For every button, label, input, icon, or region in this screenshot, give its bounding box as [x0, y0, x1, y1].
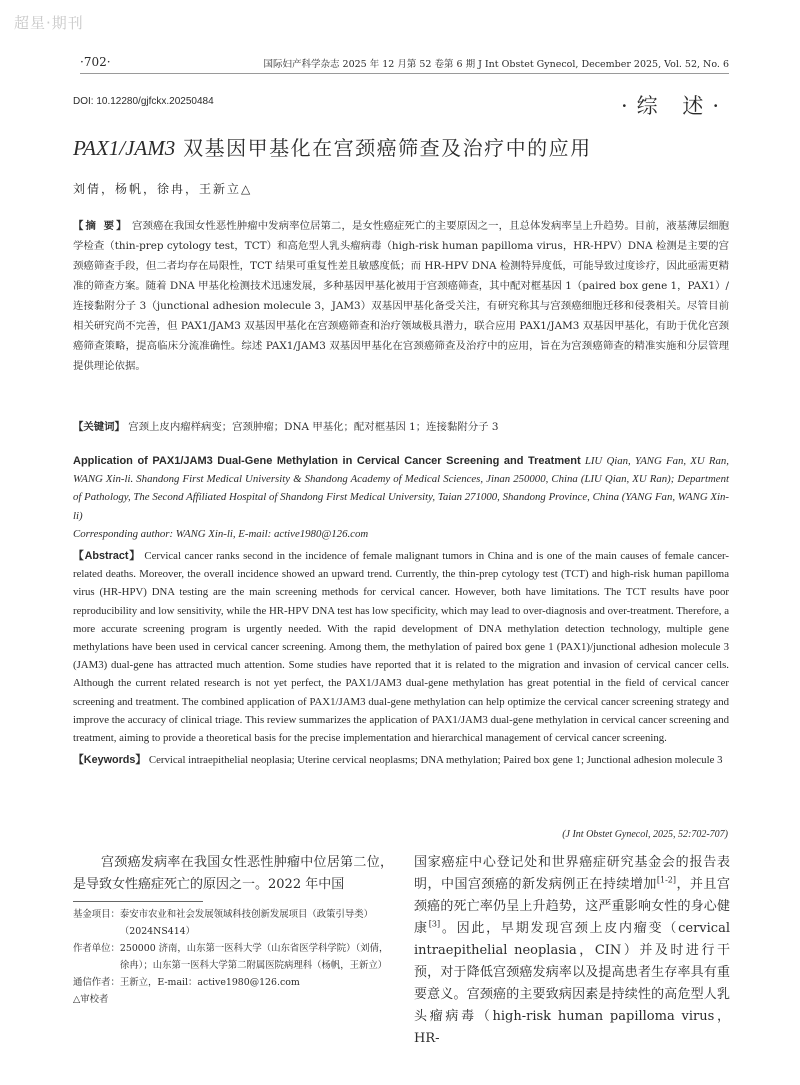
section-label: ·综 述· — [620, 94, 728, 118]
footnotes — [73, 906, 393, 1008]
abstract-en — [73, 547, 729, 747]
abstract-en-label: 【Abstract】 — [73, 550, 141, 563]
page-number: ·702· — [80, 55, 111, 69]
abstract-cn-text: 宫颈癌在我国女性恶性肿瘤中发病率位居第二，是女性癌症死亡的主要原因之一，且总体发病率呈上升趋势。目前，液基薄层细胞学检查（thin-prep cytology test，TCT）和高危型人乳头瘤病毒（high-risk human papilloma virus，HR-HPV）DNA 检测是主要的宫颈癌筛查手段，但二者均存在局限性，TCT 结果可重复性差且敏感度低；而 HR-HPV DNA 检测特异度低，可能导致过度诊疗，因此亟需更精准的筛查方案。随着 DNA 甲基化检测技术迅速发展，多种基因甲基化被用于宫颈癌筛查，其中配对框基因 1（paired box gene 1，PAX1）/连接黏附分子 3（junctional adhesion molecule 3，JAM3）双基因甲基化备受关注，有研究称其与宫颈癌细胞迁移和侵袭相关。尽管目前相关研究尚不完善，但 PAX1/JAM3 双基因甲基化在宫颈癌筛查和治疗领域极具潜力，联合应用 PAX1/JAM3 双基因甲基化，有助于优化宫颈癌筛查策略，提高临床分流准确性。综述 PAX1/JAM3 双基因甲基化在宫颈癌筛查及治疗中的应用，旨在为宫颈癌筛查的精准实施和分层管理提供理论依据。 — [73, 220, 729, 372]
footnote-affiliation-value: 250000 济南，山东第一医科大学（山东省医学科学院）（刘倩，徐冉）；山东第一医科大学第二附属医院病理科（杨帆，王新立） — [119, 943, 389, 971]
keywords-cn — [73, 417, 729, 437]
article-title-cn — [73, 132, 592, 161]
doi[interactable]: DOI: 10.12280/gjfckx.20250484 — [73, 96, 214, 107]
authors-affiliations-en: LIU Qian, YANG Fan, XU Ran, WANG Xin-li. Shandong First Medical University & Shandong Academy of Medical Sciences, Jinan 250000, China (LIU Qian, XU Ran); Department of Pathology, The Second Affiliated Hospital of Shandong First Medical University, Taian 271000, Shandong Province, China (YANG Fan, WANG Xin-li) — [73, 455, 730, 522]
abstract-cn — [73, 216, 729, 376]
keywords-en — [73, 751, 729, 769]
title-gene-name: PAX1/JAM3 — [73, 136, 176, 160]
english-heading — [73, 452, 729, 525]
body-column-right — [414, 852, 730, 1050]
keywords-en-text: Cervical intraepithelial neoplasia; Uterine cervical neoplasms; DNA methylation; Paired box gene 1; Junctional adhesion molecule 3 — [148, 754, 723, 767]
footnote-fund-value: 泰安市农业和社会发展领域科技创新发展项目（政策引导类）（2024NS414） — [119, 909, 374, 937]
reference-marker[interactable]: [3] — [428, 919, 441, 929]
english-abstract-block — [73, 452, 729, 769]
authors-cn: 刘倩，杨帆，徐冉，王新立△ — [73, 182, 253, 196]
footnote-corresponding: 通信作者：王新立，E-mail：active1980@126.com — [73, 977, 300, 988]
body-right-text-1: 国家癌症中心登记处和世界癌症研究基金会的报告表明，中国宫颈癌的新发病例正在持续增加 — [414, 855, 730, 892]
reference-marker[interactable]: [1-2] — [656, 875, 676, 885]
keywords-cn-text: 宫颈上皮内瘤样病变；宫颈肿瘤；DNA 甲基化；配对框基因 1；连接黏附分子 3 — [128, 421, 499, 433]
body-column-left — [73, 852, 393, 1008]
footnote-affiliation — [73, 940, 393, 974]
keywords-en-label: 【Keywords】 — [73, 754, 147, 767]
citation-line: (J Int Obstet Gynecol, 2025, 52:702-707) — [562, 829, 728, 840]
body-right-text-2: ，并且宫颈癌的死亡率仍呈上升趋势，这严重影响女性的身心健康 — [414, 877, 730, 936]
footnote-reviewer: △审校者 — [73, 994, 109, 1005]
corresponding-author-en: Corresponding author: WANG Xin-li, E-mail: active1980@126.com — [73, 527, 369, 540]
watermark: 超星·期刊 — [14, 14, 84, 32]
journal-line: 国际妇产科学杂志 2025 年 12 月第 52 卷第 6 期 J Int Obstet Gynecol, December 2025, Vol. 52, No. 6 — [263, 59, 729, 70]
article-title-en: Application of PAX1/JAM3 Dual-Gene Methylation in Cervical Cancer Screening and Treatment — [73, 455, 581, 467]
body-right-text-3: 。因此，早期发现宫颈上皮内瘤变（cervical intraepithelial neoplasia，CIN）并及时进行干预，对于降低宫颈癌发病率以及提高患者生存率具有重要意义。宫颈癌的主要致病因素是持续性的高危型人乳头瘤病毒（high-risk human papilloma virus，HR- — [414, 921, 730, 1046]
footnote-fund — [73, 906, 393, 940]
footnote-affiliation-key: 作者单位： — [73, 943, 120, 954]
keywords-cn-label: 【关键词】 — [73, 421, 125, 433]
running-header — [80, 52, 729, 74]
body-intro-paragraph: 宫颈癌发病率在我国女性恶性肿瘤中位居第二位，是导致女性癌症死亡的原因之一。2022 年中国 — [73, 855, 393, 892]
footnote-divider — [73, 901, 203, 902]
abstract-cn-label: 【摘 要】 — [73, 220, 129, 232]
abstract-en-text: Cervical cancer ranks second in the incidence of female malignant tumors in China and is one of the main causes of female cancer-related deaths. Moreover, the overall incidence showed an upward trend. Currently, the thin-prep cytology test (TCT) and high-risk human papilloma virus (HR-HPV) DNA testing are the main screening methods for cervical cancer. However, both have limitations. The TCT results have poor reproducibility and low sensitivity, while the HR-HPV DNA test has low specificity, which may lead to over-diagnosis and over-treatment. Therefore, a more accurate screening program is urgently needed. With the rapid development of DNA methylation detection technology, multiple gene methylations have been used in cervical cancer screening. Among them, the methylation of paired box gene 1 (PAX1)/junctional adhesion molecule 3 (JAM3) dual-gene has attracted much attention. Some studies have reported that it is related to the migration and invasion of cervical cancer cells. Although the current related research is not yet perfect, the PAX1/JAM3 dual-gene methylation has great potential in the field of cervical cancer screening and treatment. The combined application of PAX1/JAM3 dual-gene methylation can help optimize the cervical cancer screening strategy and improve the accuracy of clinical triage. This review summarizes the application of PAX1/JAM3 dual-gene methylation in cervical cancer screening and treatment, aiming to provide a theoretical basis for the precise implementation and hierarchical management of cervical cancer screening. — [73, 550, 729, 745]
footnote-fund-key: 基金项目： — [73, 909, 120, 920]
title-rest: 双基因甲基化在宫颈癌筛查及治疗中的应用 — [175, 136, 592, 160]
